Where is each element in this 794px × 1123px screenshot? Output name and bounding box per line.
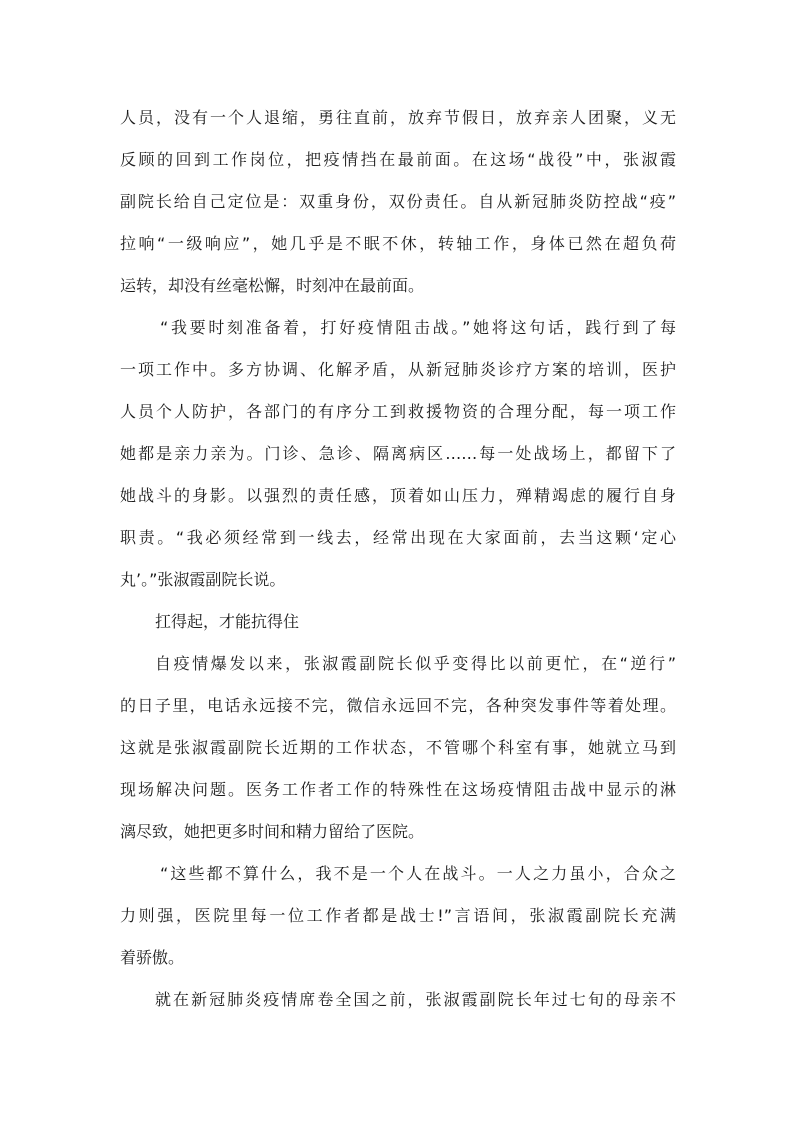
- text-line: 她都是亲力亲为。门诊、急诊、隔离病区……每一处战场上，都留下了: [120, 444, 676, 463]
- text-line: 反顾的回到工作岗位，把疫情挡在最前面。在这场“战役”中，张淑霞: [120, 150, 676, 169]
- text-line: 就在新冠肺炎疫情席卷全国之前，张淑霞副院长年过七旬的母亲不: [155, 990, 676, 1009]
- text-line: “我要时刻准备着，打好疫情阻击战。”她将这句话，践行到了每: [160, 318, 676, 337]
- text-line: 自疫情爆发以来，张淑霞副院长似乎变得比以前更忙，在“逆行”: [155, 654, 676, 673]
- text-line: 人员，没有一个人退缩，勇往直前，放弃节假日，放弃亲人团聚，义无: [120, 108, 676, 127]
- text-line: 着骄傲。: [120, 948, 185, 967]
- text-line: 人员个人防护，各部门的有序分工到救援物资的合理分配，每一项工作: [120, 402, 676, 421]
- text-line: 运转，却没有丝毫松懈，时刻冲在最前面。: [120, 276, 425, 295]
- text-line: 丸’。”张淑霞副院长说。: [120, 570, 286, 589]
- text-line: 的日子里，电话永远接不完，微信永远回不完，各种突发事件等着处理。: [120, 696, 676, 715]
- text-line: 副院长给自己定位是：双重身份，双份责任。自从新冠肺炎防控战“疫”: [120, 192, 676, 211]
- text-line: 拉响“一级响应”，她几乎是不眠不休，转轴工作，身体已然在超负荷: [120, 234, 676, 253]
- text-line: 职责。“我必须经常到一线去，经常出现在大家面前，去当这颗‘定心: [120, 528, 676, 547]
- text-line: 现场解决问题。医务工作者工作的特殊性在这场疫情阻击战中显示的淋: [120, 780, 676, 799]
- text-line: “这些都不算什么，我不是一个人在战斗。一人之力虽小，合众之: [160, 864, 676, 883]
- text-line: 这就是张淑霞副院长近期的工作状态，不管哪个科室有事，她就立马到: [120, 738, 676, 757]
- text-line: 力则强，医院里每一位工作者都是战士!”言语间，张淑霞副院长充满: [120, 906, 676, 925]
- text-line: 她战斗的身影。以强烈的责任感，顶着如山压力，殚精竭虑的履行自身: [120, 486, 676, 505]
- text-line: 漓尽致，她把更多时间和精力留给了医院。: [120, 822, 425, 841]
- section-heading: 扛得起，才能抗得住: [155, 612, 300, 631]
- text-line: 一项工作中。多方协调、化解矛盾，从新冠肺炎诊疗方案的培训，医护: [120, 360, 676, 379]
